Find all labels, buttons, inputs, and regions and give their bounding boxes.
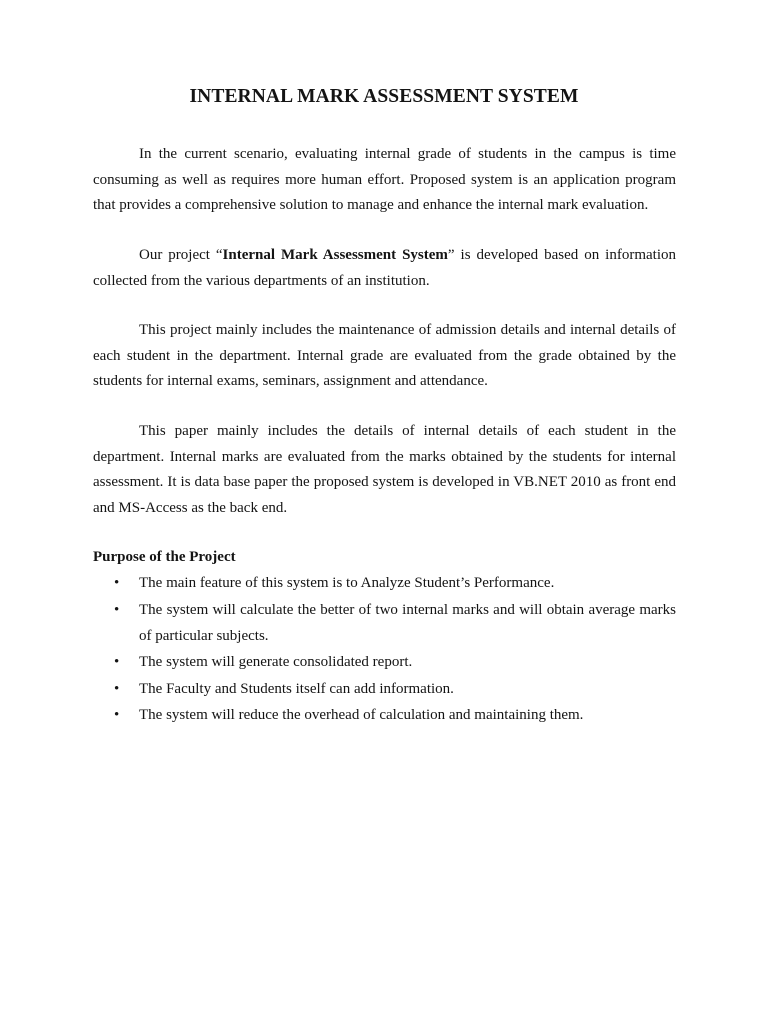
- list-item: [93, 597, 676, 649]
- project-paragraph-rest: ” is developed based on information collected from the various departments of an institution.: [93, 247, 676, 289]
- paper-paragraph: This paper mainly includes the details of internal details of each student in the department. Internal marks are evaluated from the marks obtained by the students for internal assessment. It is data base paper the proposed system is developed in VB.NET 2010 as front end and MS-Access as the back end.: [93, 423, 676, 516]
- bullet-icon: •: [114, 707, 120, 723]
- bullet-icon: •: [114, 680, 120, 697]
- list-item-text: The Faculty and Students itself can add information.: [139, 680, 454, 697]
- purpose-heading: Purpose of the Project: [93, 549, 236, 565]
- bullet-icon: •: [114, 654, 120, 670]
- bullet-icon: •: [114, 601, 120, 618]
- intro-paragraph: In the current scenario, evaluating internal grade of students in the campus is time consuming as well as requires more human effort. Proposed system is an application program that provides a comprehensive solution to manage and enhance the internal mark evaluation.: [93, 146, 676, 213]
- list-item-text: The system will generate consolidated report.: [139, 654, 413, 670]
- project-paragraph-lead: Our project “: [139, 247, 223, 263]
- list-item: [93, 676, 676, 702]
- project-name: Internal Mark Assessment System: [222, 247, 448, 263]
- scope-paragraph: This project mainly includes the maintenance of admission details and internal details of each student in the department. Internal grade are evaluated from the grade obtained by the students for internal exams, seminars, assignment and attendance.: [93, 322, 676, 389]
- document-title: INTERNAL MARK ASSESSMENT SYSTEM: [189, 86, 579, 107]
- list-item: [93, 649, 676, 675]
- list-item-text: The system will reduce the overhead of calculation and maintaining them.: [139, 707, 584, 723]
- bullet-icon: •: [114, 575, 120, 591]
- list-item-text: The system will calculate the better of two internal marks and will obtain average marks of particular subjects.: [139, 601, 676, 644]
- list-item-text: The main feature of this system is to Analyze Student’s Performance.: [139, 575, 555, 591]
- list-item: [93, 570, 676, 596]
- list-item: [93, 702, 676, 728]
- project-paragraph: [93, 243, 676, 294]
- purpose-list: [93, 570, 676, 729]
